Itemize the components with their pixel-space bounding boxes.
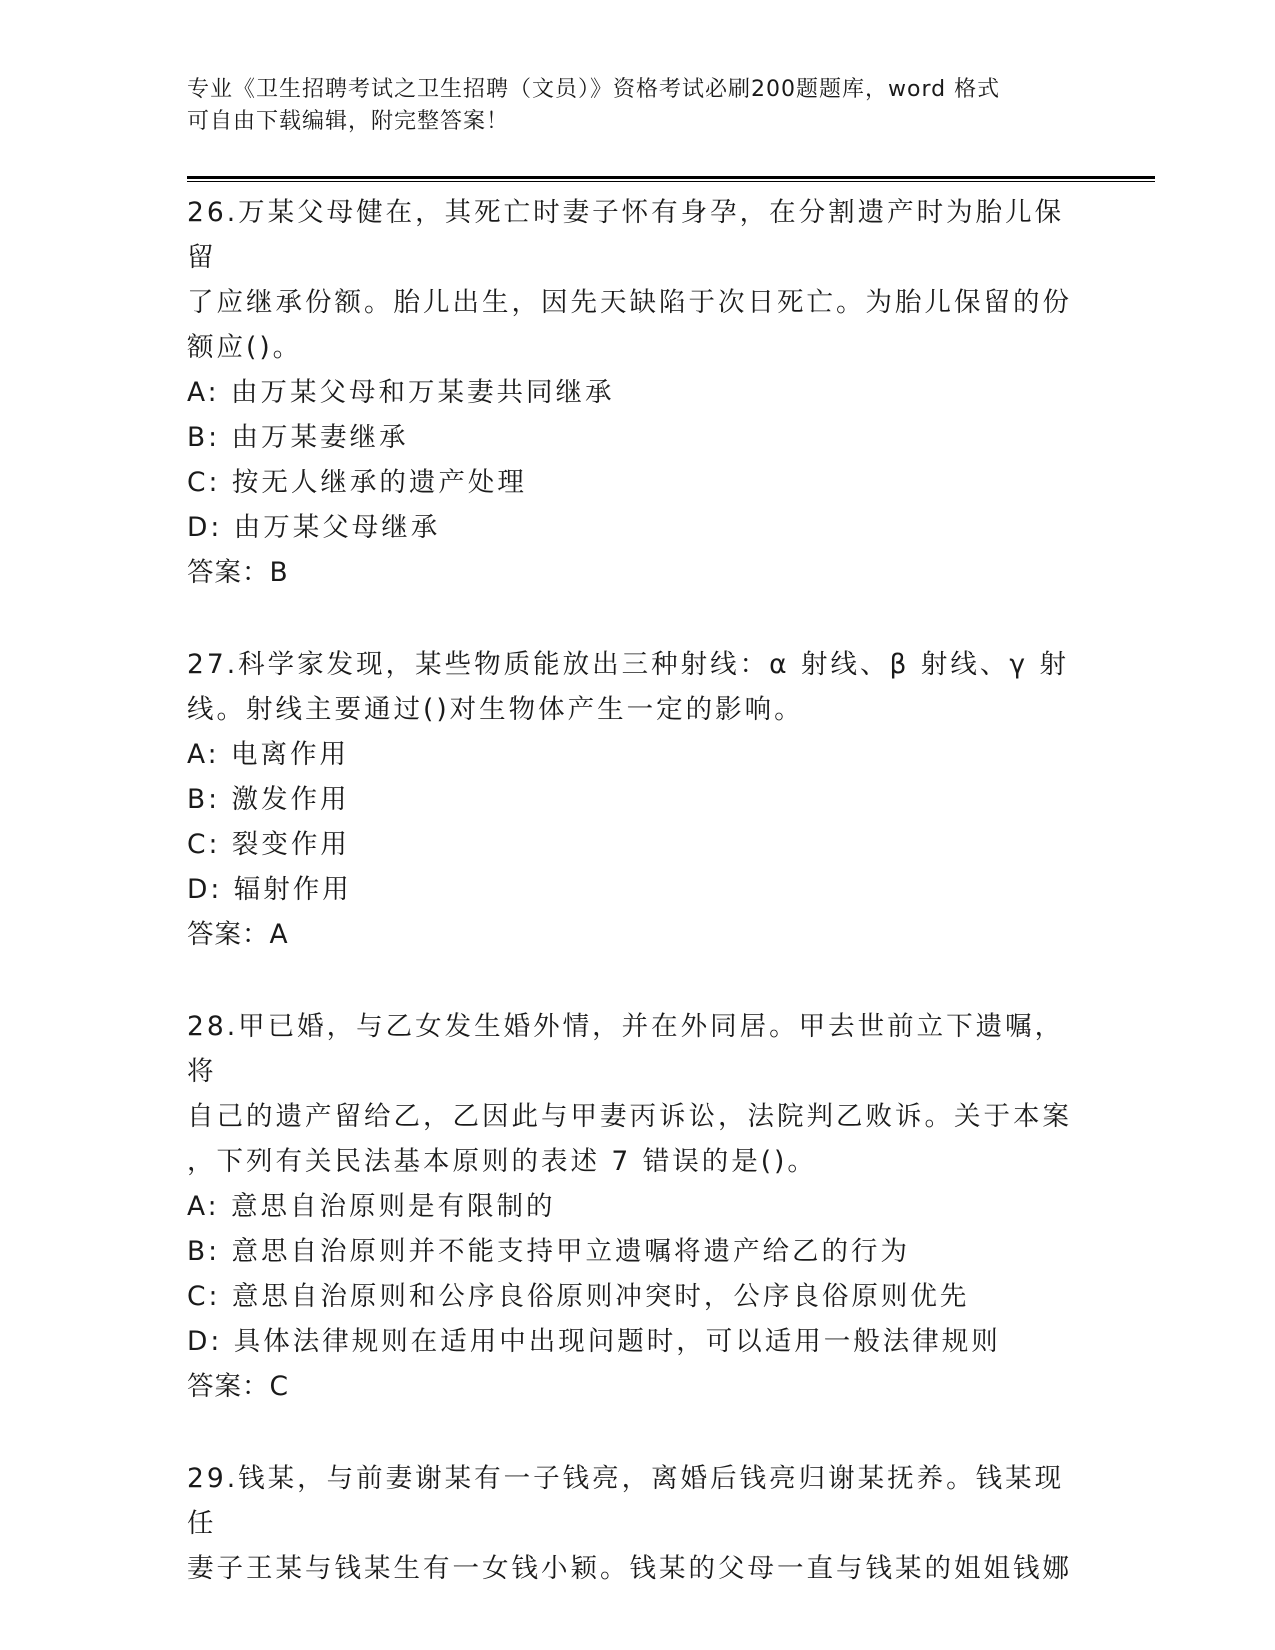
header-line-2: 可自由下载编辑，附完整答案！ — [187, 109, 510, 134]
answer-line: 答案：C — [187, 1371, 290, 1402]
question-stem-line: 27.科学家发现，某些物质能放出三种射线：α 射线、β 射线、γ 射 — [187, 649, 1069, 680]
question-stem-line: 了应继承份额。胎儿出生，因先天缺陷于次日死亡。为胎儿保留的份 — [187, 287, 1072, 318]
option-d: D: 辐射作用 — [187, 874, 352, 905]
question-stem-line: 额应()。 — [187, 332, 303, 363]
question-spacer — [187, 957, 1087, 1004]
option-b: B: 意思自治原则并不能支持甲立遗嘱将遗产给乙的行为 — [187, 1236, 911, 1267]
option-a: A: 意思自治原则是有限制的 — [187, 1191, 556, 1222]
option-a: A: 由万某父母和万某妻共同继承 — [187, 377, 615, 408]
answer-line: 答案：B — [187, 557, 289, 588]
option-b: B: 激发作用 — [187, 784, 350, 815]
option-c: C: 裂变作用 — [187, 829, 350, 860]
question-spacer — [187, 1409, 1087, 1456]
question-28 — [187, 1004, 1087, 1409]
question-spacer — [187, 595, 1087, 642]
header-line-1: 专业《卫生招聘考试之卫生招聘（文员）》资格考试必刷200题题库，word 格式 — [187, 77, 1001, 102]
document-header — [187, 74, 1067, 138]
question-stem-line: ，下列有关民法基本原则的表述 7 错误的是()。 — [187, 1146, 817, 1177]
question-list — [187, 190, 1087, 1591]
question-stem-line: 29.钱某，与前妻谢某有一子钱亮，离婚后钱亮归谢某抚养。钱某现任 — [187, 1463, 1065, 1539]
option-d: D: 具体法律规则在适用中出现问题时，可以适用一般法律规则 — [187, 1326, 1001, 1357]
option-a: A: 电离作用 — [187, 739, 350, 770]
option-b: B: 由万某妻继承 — [187, 422, 409, 453]
question-stem-line: 26.万某父母健在，其死亡时妻子怀有身孕，在分割遗产时为胎儿保留 — [187, 197, 1065, 273]
question-stem-line: 自己的遗产留给乙，乙因此与甲妻丙诉讼，法院判乙败诉。关于本案 — [187, 1101, 1072, 1132]
header-divider — [187, 176, 1155, 182]
question-29 — [187, 1456, 1087, 1591]
question-stem-line: 妻子王某与钱某生有一女钱小颖。钱某的父母一直与钱某的姐姐钱娜 — [187, 1553, 1072, 1584]
question-stem-line: 线。射线主要通过()对生物体产生一定的影响。 — [187, 694, 804, 725]
question-27 — [187, 642, 1087, 957]
option-d: D: 由万某父母继承 — [187, 512, 441, 543]
question-26 — [187, 190, 1087, 595]
answer-line: 答案：A — [187, 919, 289, 950]
option-c: C: 按无人继承的遗产处理 — [187, 467, 527, 498]
option-c: C: 意思自治原则和公序良俗原则冲突时，公序良俗原则优先 — [187, 1281, 970, 1312]
question-stem-line: 28.甲已婚，与乙女发生婚外情，并在外同居。甲去世前立下遗嘱，将 — [187, 1011, 1065, 1087]
